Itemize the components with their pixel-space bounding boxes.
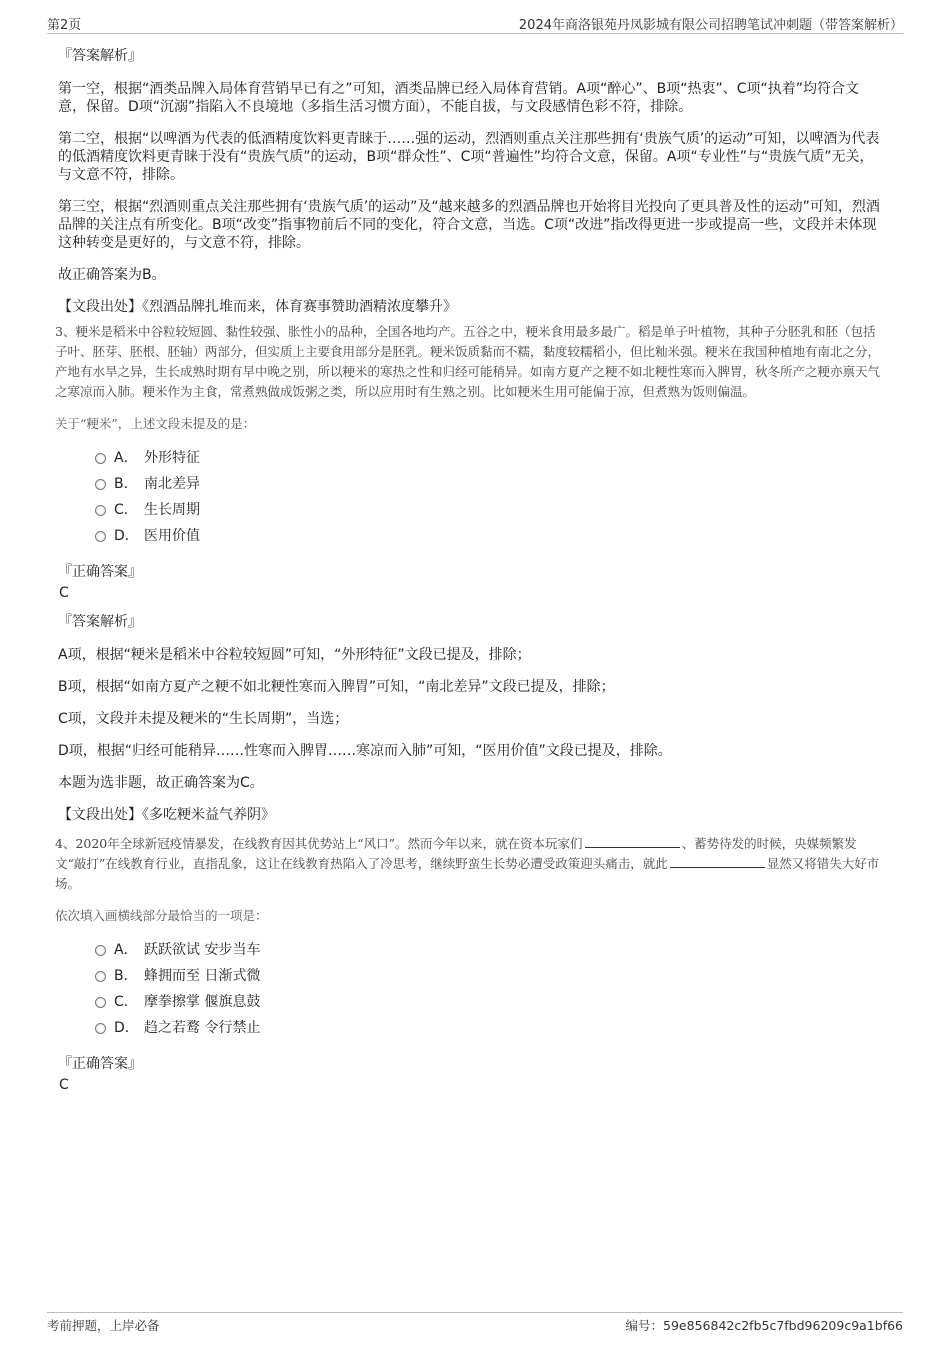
analysis-paragraph: 第一空，根据“酒类品牌入局体育营销早已有之”可知，酒类品牌已经入局体育营销。A项“醉心”、B项“热衷”、C项“执着”均符合文意，保留。D项“沉溺”指陷入不良境地（多指生活习惯方面），不能自拔，与文段感情色彩不符，排除。: [58, 81, 859, 115]
page-header: [47, 14, 903, 34]
option-list: [95, 940, 885, 1044]
fill-blank: [585, 835, 680, 848]
answer-value: C: [59, 585, 69, 601]
option-text: 医用价值: [144, 528, 200, 544]
question-prompt: 关于“粳米”，上述文段未提及的是：: [55, 416, 256, 431]
question-prompt: 依次填入画横线部分最恰当的一项是：: [55, 908, 268, 923]
analysis-label: 『答案解析』: [58, 614, 142, 630]
option-text: 趋之若鹜 令行禁止: [144, 1020, 261, 1036]
question-stem: 3、粳米是稻米中谷粒较短圆、黏性较强、胀性小的品种，全国各地均产。五谷之中，粳米食用最多最广。稻是单子叶植物，其种子分胚乳和胚（包括子叶、胚芽、胚根、胚轴）两部分，但实质上主要食用部分是胚乳。粳米饭质黏而不糯，黏度较糯稻小，但比籼米强。粳米在我国种植地有南北之分，产地有水旱之异，生长成熟时期有早中晚之别，所以粳米的寒热之性和归经可能稍异。如南方夏产之粳不如北粳性寒而入脾胃，秋冬所产之粳亦禀天气之寒凉而入肺。粳米作为主食，常煮熟做成饭粥之类，所以应用时有生熟之别。比如粳米生用可能偏于凉，但煮熟为饭则偏温。: [55, 324, 881, 399]
page-footer: [47, 1312, 903, 1335]
conclusion: 本题为选非题，故正确答案为C。: [58, 775, 264, 791]
radio-icon[interactable]: [95, 945, 106, 956]
page-number: 第2页: [47, 18, 82, 33]
option-c[interactable]: C． 生长周期: [95, 500, 885, 526]
option-list: [95, 448, 885, 552]
radio-icon[interactable]: [95, 453, 106, 464]
option-text: 蜂拥而至 日渐式微: [144, 968, 261, 984]
conclusion: 故正确答案为B。: [58, 267, 166, 283]
answer-value: C: [59, 1077, 69, 1093]
answer-label: 『正确答案』: [58, 1056, 142, 1072]
option-b[interactable]: B． 蜂拥而至 日渐式微: [95, 966, 885, 992]
footer-slogan: 考前押题，上岸必备: [47, 1318, 160, 1333]
analysis-paragraph: D项，根据“归经可能稍异……性寒而入脾胃……寒凉而入肺”可知，“医用价值”文段已提及，排除。: [58, 743, 672, 759]
option-text: 生长周期: [144, 502, 200, 518]
document-id: 编号：59e856842c2fb5c7fbd96209c9a1bf66: [625, 1318, 903, 1333]
option-d[interactable]: D． 医用价值: [95, 526, 885, 552]
radio-icon[interactable]: [95, 1023, 106, 1034]
question-stem: 4、2020年全球新冠疫情暴发，在线教育因其优势站上“风口”。然而今年以来，就在资本玩家们 、蓄势待发的时候，央媒频繁发文“敲打”在线教育行业，直指乱象，这让在线教育热陷入了冷思考，继续野蛮生长势必遭受政策迎头痛击，就此 显然又将错失大好市场。: [55, 836, 880, 891]
radio-icon[interactable]: [95, 997, 106, 1008]
radio-icon[interactable]: [95, 479, 106, 490]
source-citation: 【文段出处】《烈酒品牌扎堆而来，体育赛事赞助酒精浓度攀升》: [58, 299, 457, 315]
document-title: 2024年商洛银苑丹凤影城有限公司招聘笔试冲刺题（带答案解析）: [518, 18, 903, 33]
analysis-paragraph: B项，根据“如南方夏产之粳不如北粳性寒而入脾胃”可知，“南北差异”文段已提及，排除；: [58, 679, 615, 695]
fill-blank: [670, 855, 765, 868]
source-citation: 【文段出处】《多吃粳米益气养阴》: [58, 807, 275, 823]
analysis-paragraph: 第二空，根据“以啤酒为代表的低酒精度饮料更青睐于……强的运动，烈酒则重点关注那些拥有‘贵族气质’的运动”可知，以啤酒为代表的低酒精度饮料更青睐于没有“贵族气质”的运动，B项“群众性”、C项“普遍性”均符合文意，保留。A项“专业性”与“贵族气质”无关，与文意不符，排除。: [58, 131, 880, 183]
option-c[interactable]: C． 摩拳擦掌 偃旗息鼓: [95, 992, 885, 1018]
answer-label: 『正确答案』: [58, 564, 142, 580]
analysis-paragraph: C项，文段并未提及粳米的“生长周期”，当选；: [58, 711, 349, 727]
page-content: [55, 46, 885, 1104]
option-text: 外形特征: [144, 450, 200, 466]
radio-icon[interactable]: [95, 531, 106, 542]
radio-icon[interactable]: [95, 971, 106, 982]
radio-icon[interactable]: [95, 505, 106, 516]
option-text: 跃跃欲试 安步当车: [144, 942, 261, 958]
analysis-paragraph: A项，根据“粳米是稻米中谷粒较短圆”可知，“外形特征”文段已提及，排除；: [58, 647, 531, 663]
option-text: 南北差异: [144, 476, 200, 492]
option-a[interactable]: A． 外形特征: [95, 448, 885, 474]
option-d[interactable]: D． 趋之若鹜 令行禁止: [95, 1018, 885, 1044]
option-text: 摩拳擦掌 偃旗息鼓: [144, 994, 261, 1010]
analysis-label: 『答案解析』: [58, 48, 142, 64]
analysis-paragraph: 第三空，根据“烈酒则重点关注那些拥有‘贵族气质’的运动”及“越来越多的烈酒品牌也开始将目光投向了更具普及性的运动”可知，烈酒品牌的关注点有所变化。B项“改变”指事物前后不同的变化，符合文意，当选。C项“改进”指改得更进一步或提高一些，文段并未体现这种转变是更好的，与文意不符，排除。: [58, 199, 880, 251]
option-a[interactable]: A． 跃跃欲试 安步当车: [95, 940, 885, 966]
option-b[interactable]: B． 南北差异: [95, 474, 885, 500]
